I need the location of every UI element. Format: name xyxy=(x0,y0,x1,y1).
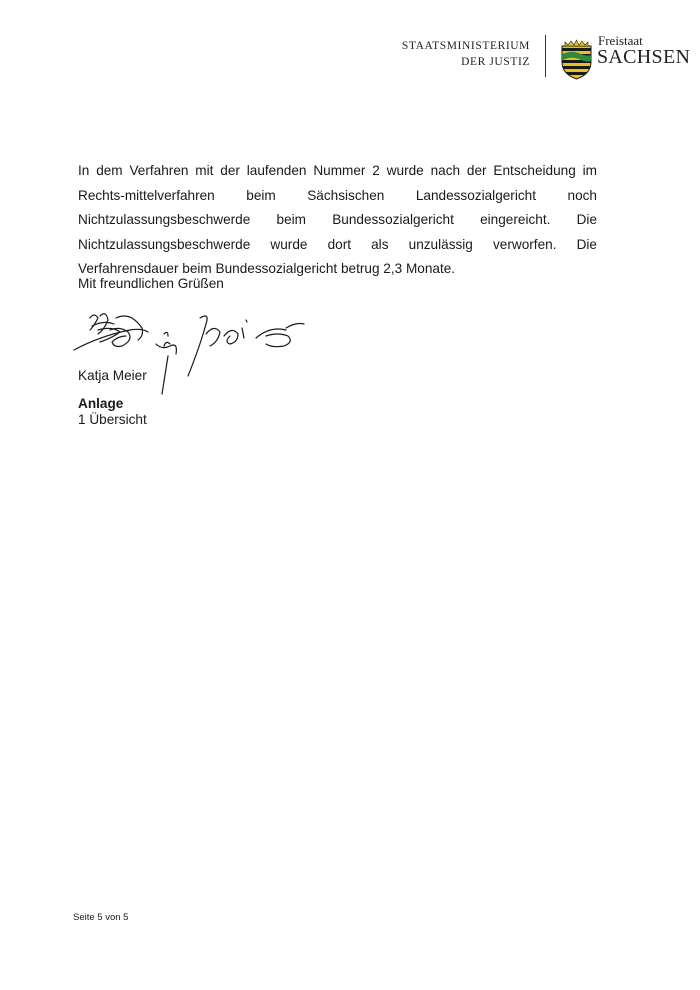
page-number: Seite 5 von 5 xyxy=(73,912,129,923)
attachment-title: Anlage xyxy=(78,396,124,411)
header-divider xyxy=(545,35,546,77)
attachment-item: 1 Übersicht xyxy=(78,412,147,427)
saxony-coat-of-arms-icon xyxy=(559,38,594,80)
signer-name: Katja Meier xyxy=(78,368,147,383)
closing-salutation: Mit freundlichen Grüßen xyxy=(78,276,224,291)
letter-body: In dem Verfahren mit der laufenden Nummer 2 wurde nach der Entscheidung im Rechts-mittelverfahren beim Sächsischen Landessozialgericht noch Nichtzulassungsbeschwerde beim Bundessozialgericht eingereicht. Die Nichtzulassungsbeschwerde wurde dort als unzulässig verworfen. Die Verfahrensdauer beim Bundessozialgericht betrug 2,3 Monate. xyxy=(78,163,597,276)
state-label: Freistaat xyxy=(598,33,643,48)
handwritten-signature-icon xyxy=(60,306,330,398)
state-name: SACHSEN xyxy=(597,46,691,68)
ministry-line-1: STAATSMINISTERIUM xyxy=(401,40,530,52)
ministry-name xyxy=(402,38,530,70)
ministry-line-2: DER JUSTIZ xyxy=(461,56,530,68)
